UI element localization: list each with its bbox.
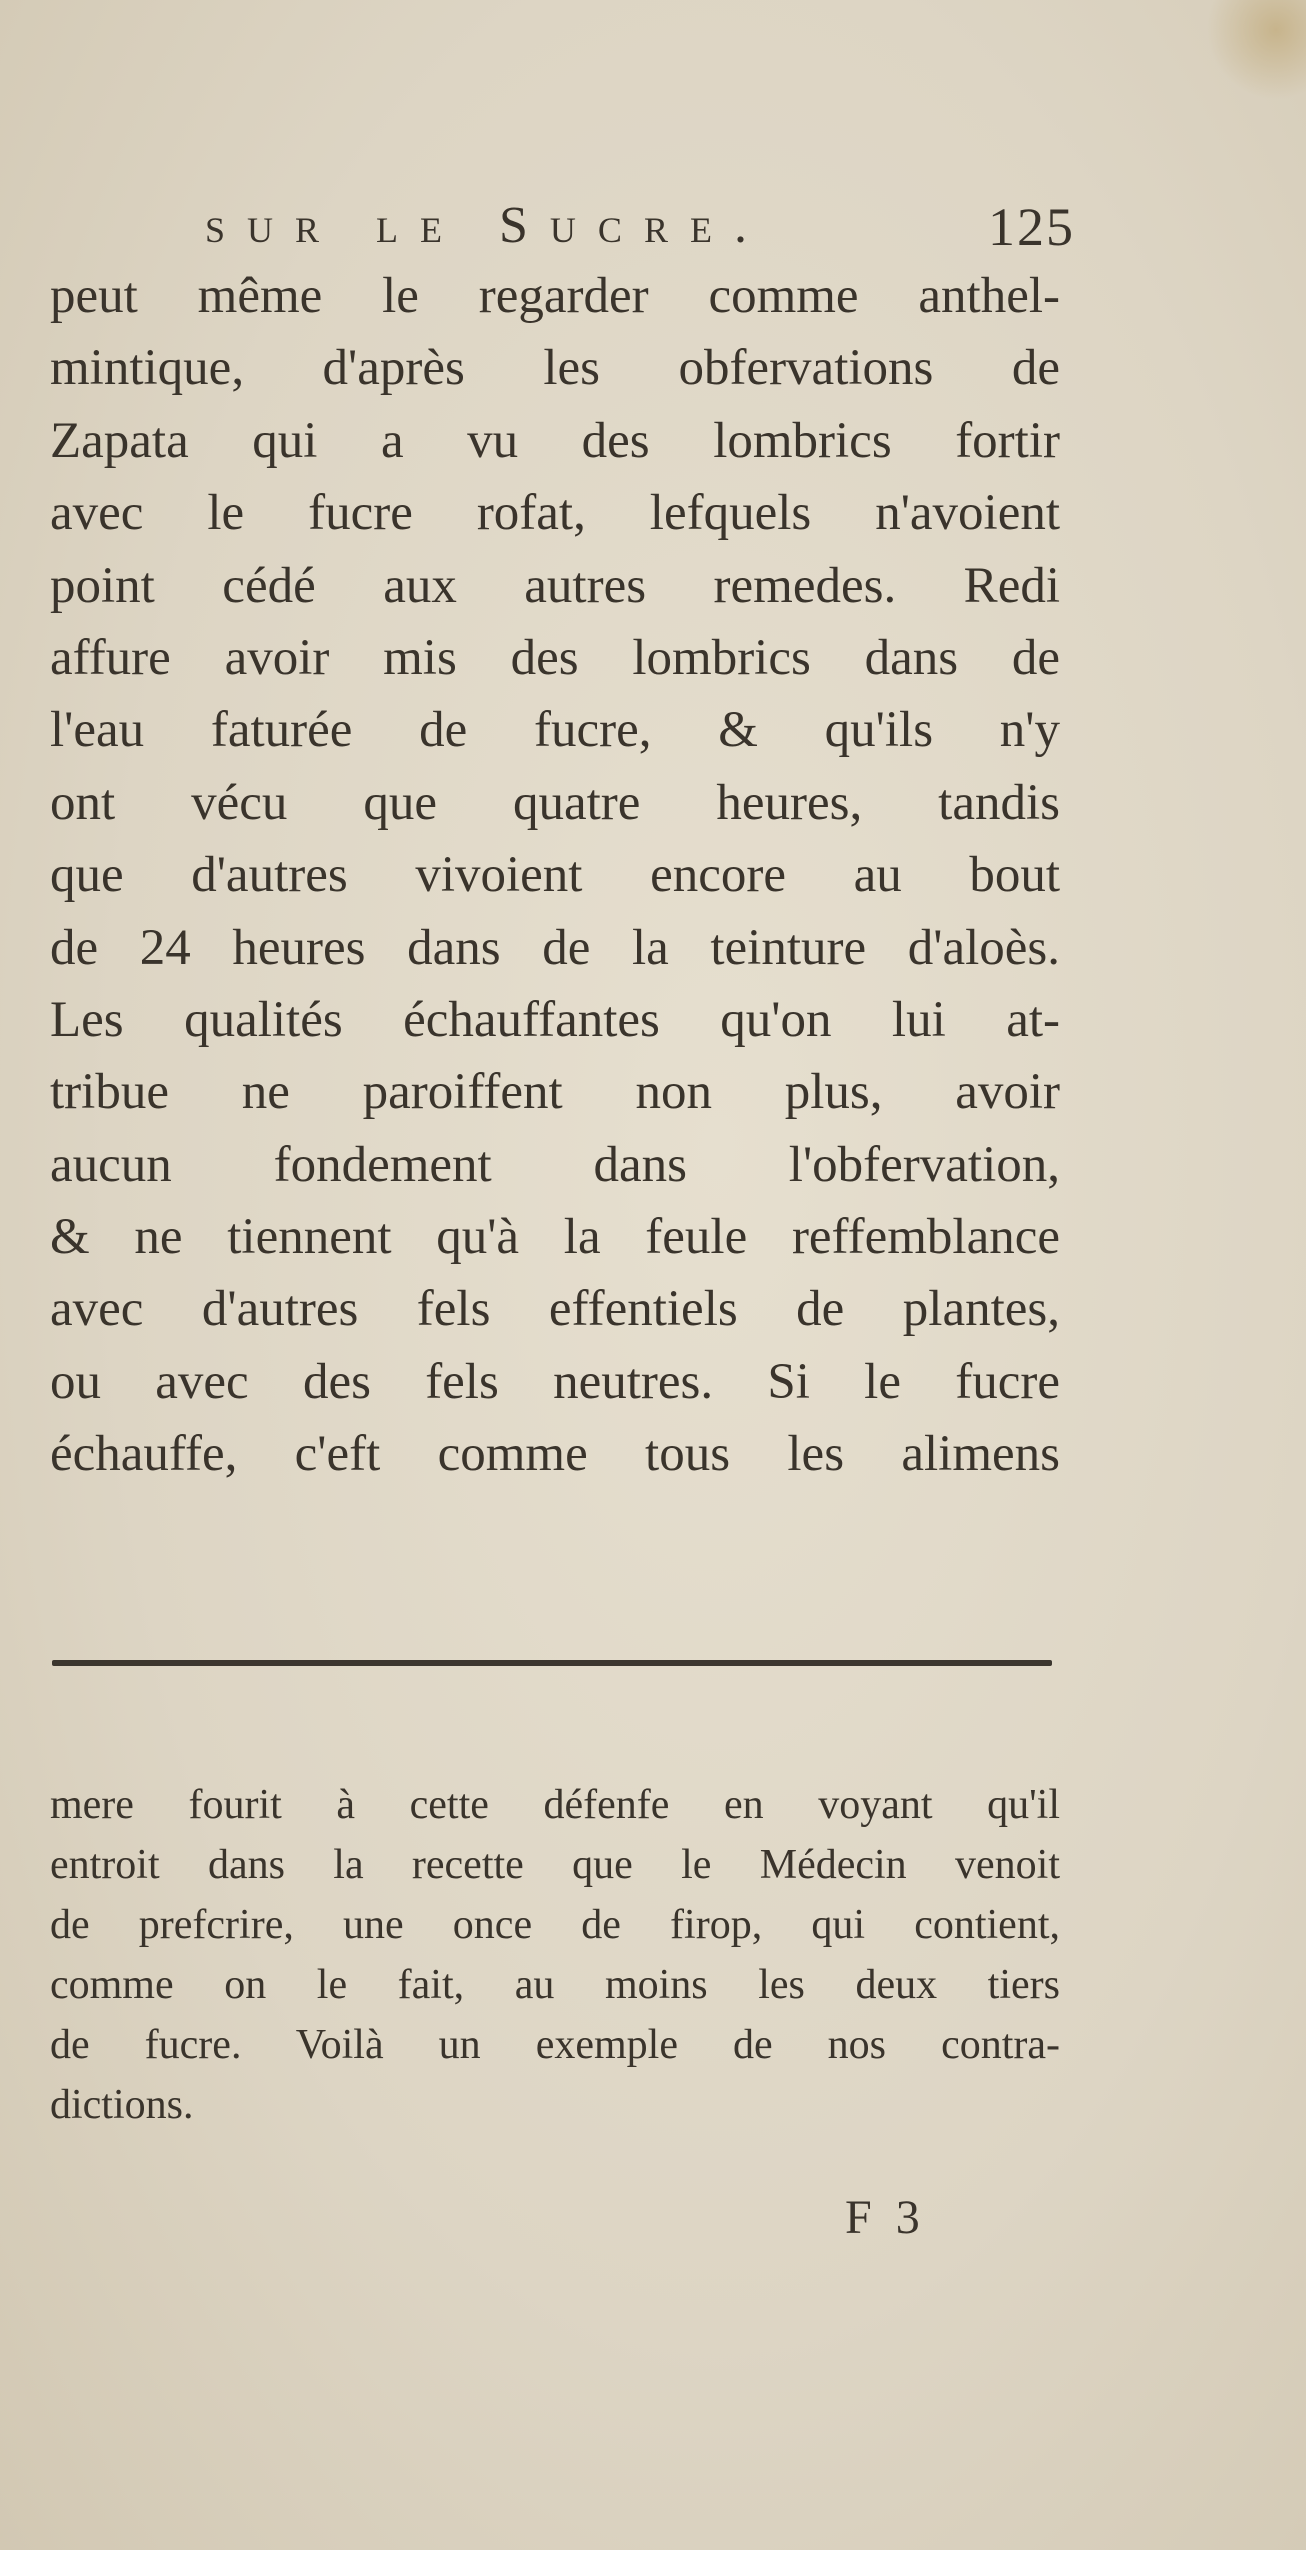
text-line: aucun fondement dans l'obfervation, xyxy=(50,1136,1060,1193)
footnote-rule xyxy=(52,1660,1052,1666)
running-head xyxy=(205,196,1075,266)
text-line: l'eau faturée de fucre, & qu'ils n'y xyxy=(50,702,1060,759)
text-line: Zapata qui a vu des lombrics fortir xyxy=(50,412,1060,469)
footnote-line: de fucre. Voilà un exemple de nos contra- xyxy=(50,2022,1060,2068)
page-number: 125 xyxy=(988,197,1075,257)
text-line: peut même le regarder comme anthel- xyxy=(50,268,1060,324)
footnote-line: entroit dans la recette que le Médecin venoit xyxy=(50,1842,1060,1888)
text-line: tribue ne paroiffent non plus, avoir xyxy=(50,1064,1060,1121)
running-title: sur le Sucre. xyxy=(205,197,769,254)
footnote-line: mere fourit à cette défenfe en voyant qu'il xyxy=(50,1782,1060,1828)
text-line: avec d'autres fels effentiels de plantes, xyxy=(50,1281,1060,1338)
text-line: point cédé aux autres remedes. Redi xyxy=(50,557,1060,614)
text-line: avec le fucre rofat, lefquels n'avoient xyxy=(50,485,1060,542)
footnote-line: dictions. xyxy=(50,2082,194,2128)
footnote-line: comme on le fait, au moins les deux tiers xyxy=(50,1962,1060,2008)
signature-mark: F 3 xyxy=(845,2191,926,2244)
text-line: affure avoir mis des lombrics dans de xyxy=(50,629,1060,686)
text-line: que d'autres vivoient encore au bout xyxy=(50,847,1060,904)
body-text xyxy=(50,260,1060,1491)
text-line: échauffe, c'eft comme tous les alimens xyxy=(50,1426,1060,1483)
text-line: ont vécu que quatre heures, tandis xyxy=(50,774,1060,831)
text-line: de 24 heures dans de la teinture d'aloès. xyxy=(50,919,1060,976)
paper-stain xyxy=(1206,0,1306,100)
footnote-line: de prefcrire, une once de firop, qui contient, xyxy=(50,1902,1060,1948)
text-line: mintique, d'après les obfervations de xyxy=(50,340,1060,397)
text-line: Les qualités échauffantes qu'on lui at- xyxy=(50,991,1060,1048)
footnote xyxy=(50,1775,1060,2135)
text-line: ou avec des fels neutres. Si le fucre xyxy=(50,1353,1060,1410)
text-line: & ne tiennent qu'à la feule reffemblance xyxy=(50,1209,1060,1266)
